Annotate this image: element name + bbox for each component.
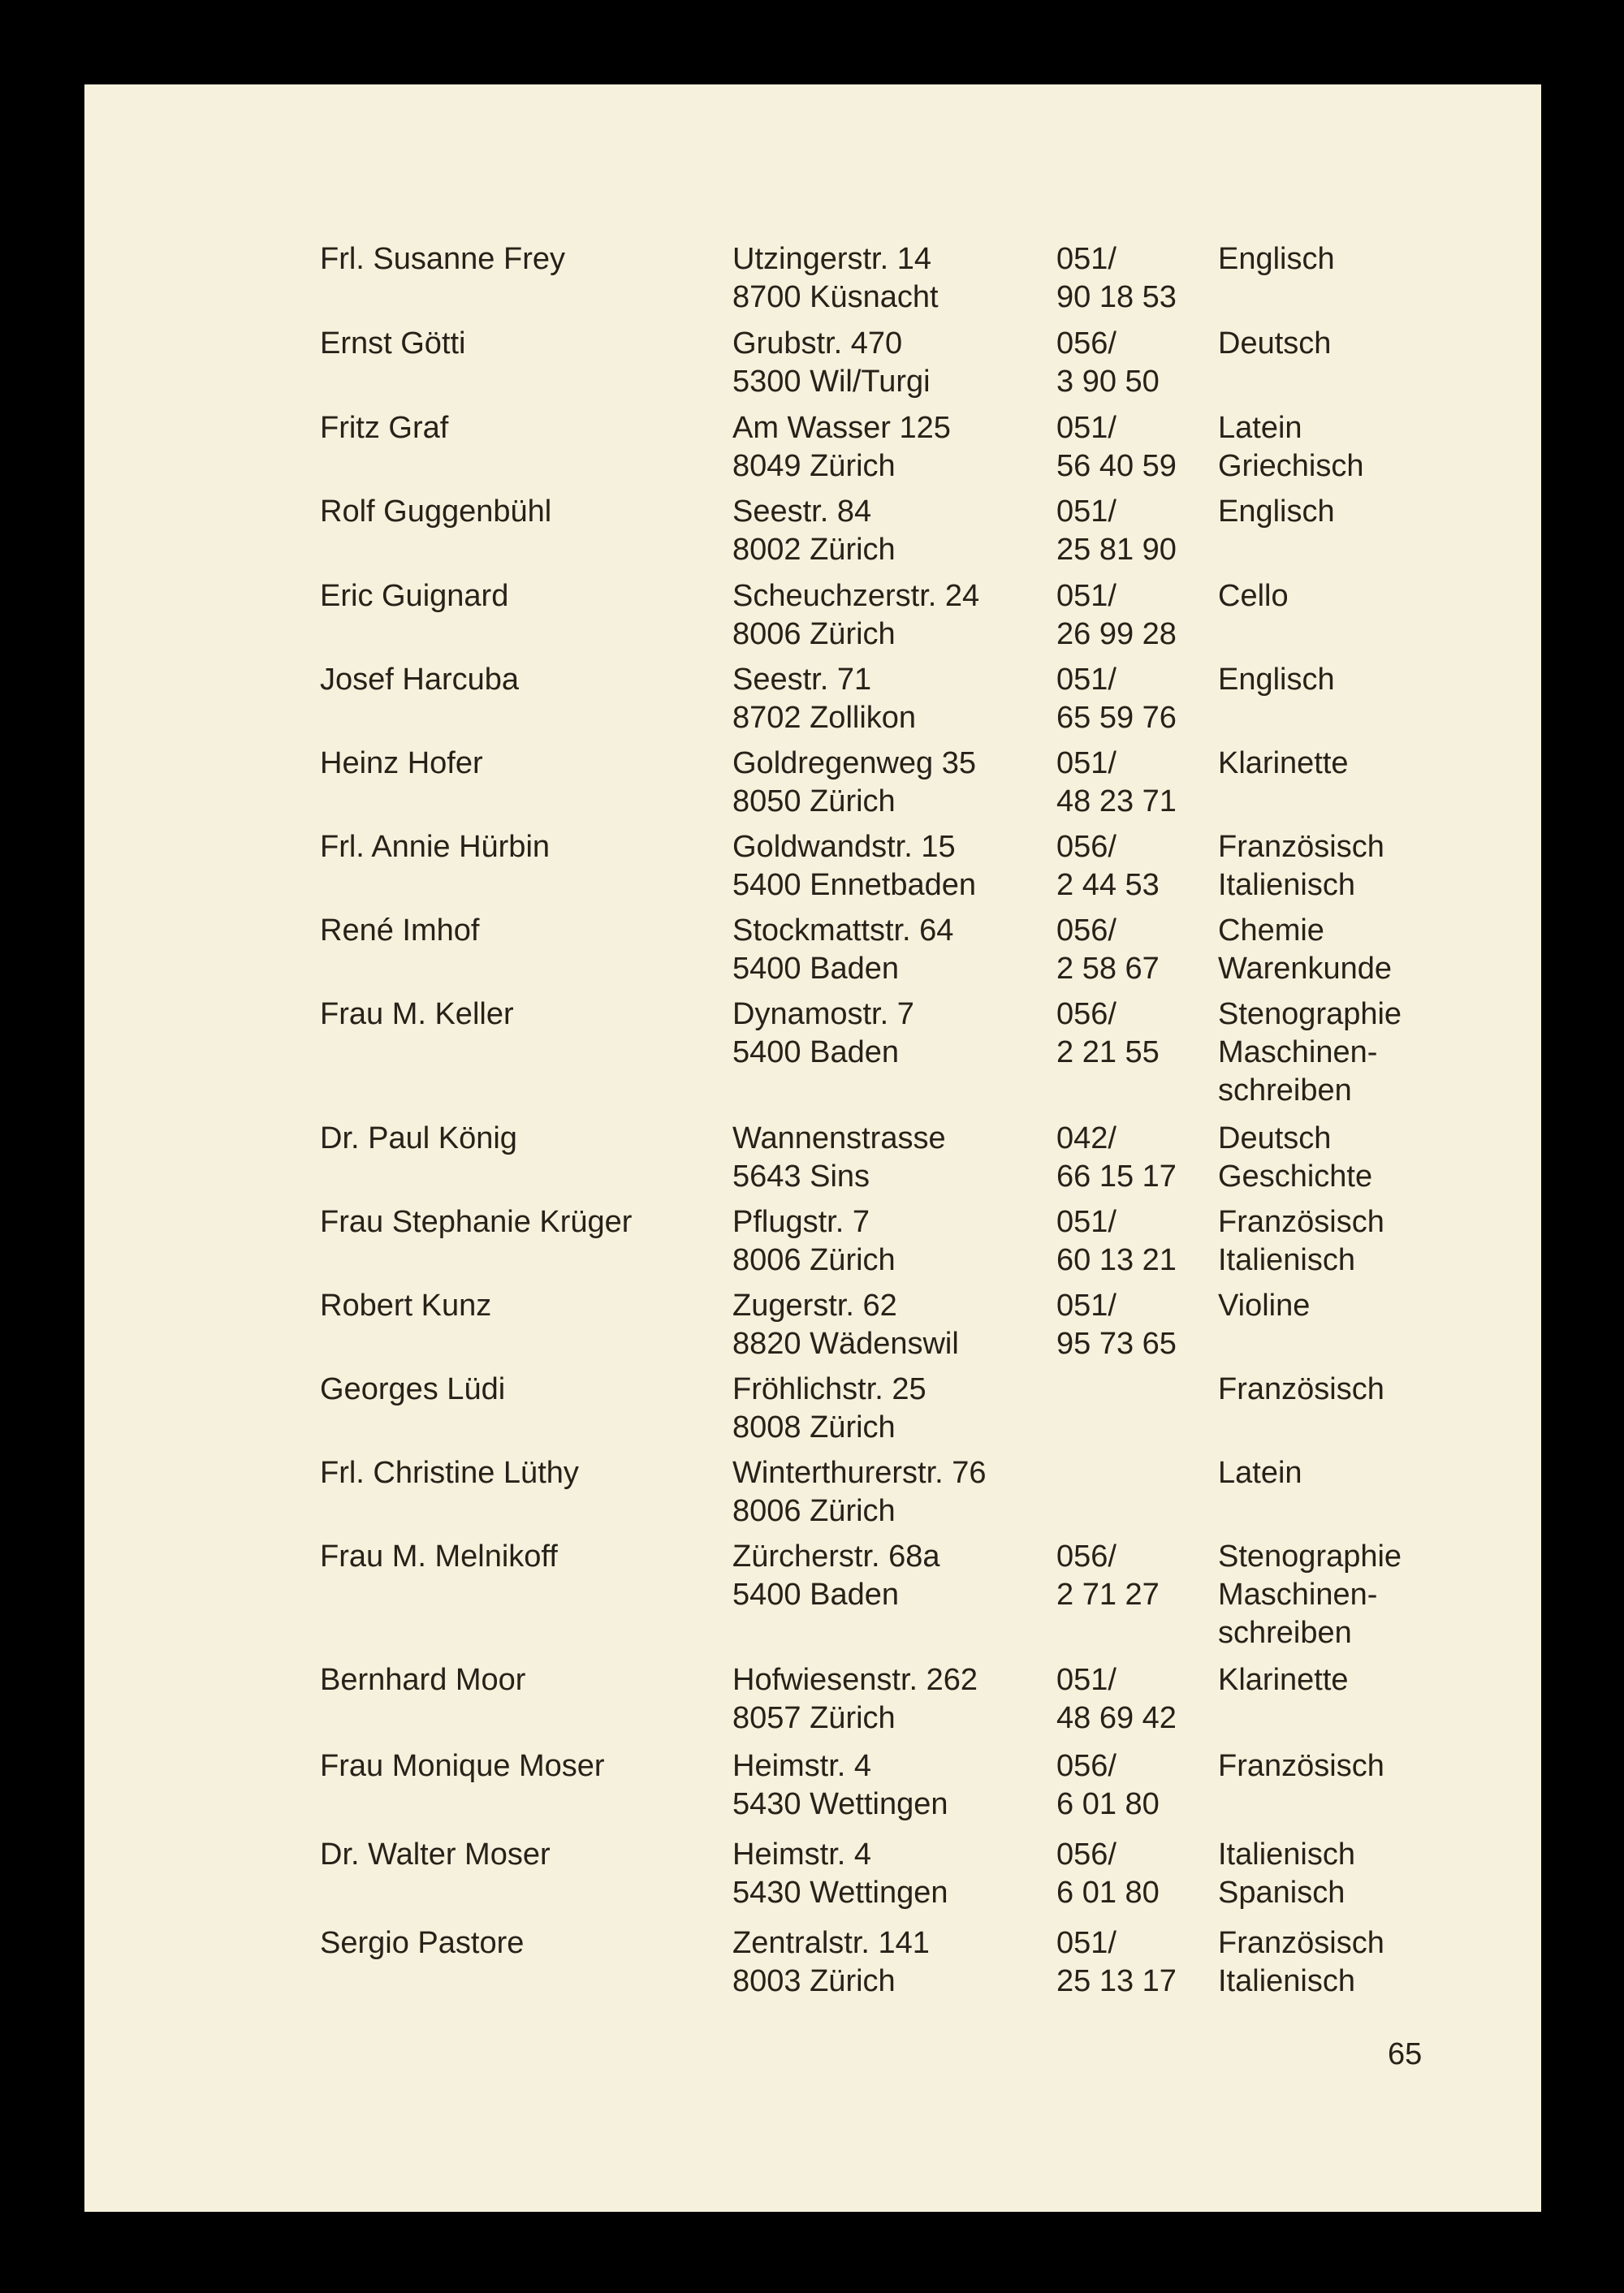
entry-subjects-line: Französisch [1218,1749,1384,1783]
entry-address-line: Dynamostr. 7 [732,997,914,1031]
entry-phone-line: 65 59 76 [1056,701,1177,735]
entry-address-line: 8057 Zürich [732,1701,896,1735]
entry-address [732,1454,987,1531]
entry-subjects-line: Klarinette [1218,1663,1349,1697]
entry-subjects [1218,1371,1384,1409]
entry-phone-line: 25 13 17 [1056,1964,1177,1998]
entry-phone [1056,325,1160,401]
entry-address-line: 8002 Zürich [732,533,896,567]
entry-phone-line: 66 15 17 [1056,1159,1177,1194]
entry-subjects [1218,912,1392,988]
entry-phone-line: 56 40 59 [1056,449,1177,483]
entry-address-line: 5643 Sins [732,1159,870,1194]
entry-phone [1056,240,1177,317]
entry-address-line: Stockmattstr. 64 [732,913,954,948]
entry-address-line: 5430 Wettingen [732,1876,948,1910]
entry-phone [1056,828,1160,905]
entry-address-line: 8050 Zürich [732,784,896,818]
entry-subjects [1218,1203,1384,1280]
entry-subjects [1218,1287,1310,1325]
entry-address [732,1203,896,1280]
entry-name: Frau M. Melnikoff [320,1539,558,1574]
entry-phone [1056,745,1177,821]
entry-address-line: 8700 Küsnacht [732,280,939,314]
entry-address-line: 8049 Zürich [732,449,896,483]
entry-phone-line: 056/ [1056,1749,1116,1783]
entry-subjects-line: Klarinette [1218,746,1349,780]
entry-address-line: Am Wasser 125 [732,411,951,445]
entry-subjects-line: Deutsch [1218,1121,1332,1155]
entry-phone-line: 3 90 50 [1056,365,1160,399]
entry-address [732,1924,930,2001]
entry-phone [1056,577,1177,654]
entry-address-line: Seestr. 71 [732,663,872,697]
entry-name: Frl. Annie Hürbin [320,830,551,864]
entry-subjects [1218,325,1331,363]
entry-name: Frl. Susanne Frey [320,242,565,276]
entry-phone-line: 042/ [1056,1121,1116,1155]
entry-subjects [1218,1538,1402,1652]
entry-phone-line: 2 71 27 [1056,1578,1160,1612]
entry-phone [1056,1203,1177,1280]
entry-name: Eric Guignard [320,579,509,613]
entry-name: Frl. Christine Lüthy [320,1456,579,1490]
entry-subjects [1218,1454,1302,1492]
entry-subjects [1218,240,1335,279]
document-page [84,84,1541,2212]
entry-phone-line: 051/ [1056,494,1116,529]
entry-address-line: Scheuchzerstr. 24 [732,579,980,613]
entry-name: Georges Lüdi [320,1372,506,1406]
entry-phone-line: 90 18 53 [1056,280,1177,314]
entry-address-line: Utzingerstr. 14 [732,242,931,276]
entry-name: Bernhard Moor [320,1663,526,1697]
entry-name: Frau M. Keller [320,997,514,1031]
entry-phone-line: 056/ [1056,326,1116,361]
entry-phone-line: 056/ [1056,913,1116,948]
entry-phone-line: 95 73 65 [1056,1327,1177,1361]
entry-subjects-line: Chemie [1218,913,1324,948]
entry-address [732,1538,940,1614]
entry-name: Ernst Götti [320,326,466,361]
entry-address [732,240,939,317]
page-number: 65 [1388,2037,1423,2071]
entry-phone-line: 2 44 53 [1056,868,1160,902]
entry-subjects-line: Maschinen- [1218,1035,1378,1069]
entry-address-line: Zürcherstr. 68a [732,1539,940,1574]
entry-phone-line: 26 99 28 [1056,617,1177,651]
entry-address-line: Fröhlichstr. 25 [732,1372,926,1406]
entry-subjects-line: Latein [1218,411,1302,445]
entry-subjects-line: Geschichte [1218,1159,1373,1194]
entry-phone-line: 2 58 67 [1056,952,1160,986]
entry-phone-line: 2 21 55 [1056,1035,1160,1069]
entry-subjects-line: Französisch [1218,1926,1384,1960]
entry-name: Frau Monique Moser [320,1749,605,1783]
entry-subjects [1218,409,1364,486]
entry-subjects-line: Französisch [1218,1205,1384,1239]
entry-subjects-line: Maschinen- [1218,1578,1378,1612]
entry-phone-line: 25 81 90 [1056,533,1177,567]
entry-address-line: 5400 Baden [732,1035,899,1069]
entry-name: Dr. Paul König [320,1121,517,1155]
entry-address [732,409,951,486]
entry-phone [1056,409,1177,486]
entry-subjects-line: Italienisch [1218,1964,1355,1998]
entry-subjects [1218,1836,1355,1912]
entry-name: René Imhof [320,913,480,948]
entry-address [732,1287,959,1363]
entry-phone-line: 051/ [1056,1289,1116,1323]
entry-phone-line: 056/ [1056,830,1116,864]
entry-phone-line: 6 01 80 [1056,1787,1160,1821]
entry-subjects [1218,1924,1384,2001]
entry-name: Fritz Graf [320,411,449,445]
entry-address [732,577,979,654]
entry-address [732,1661,978,1738]
entry-name: Frau Stephanie Krüger [320,1205,633,1239]
entry-address-line: Winterthurerstr. 76 [732,1456,987,1490]
entry-address-line: Pflugstr. 7 [732,1205,870,1239]
entry-phone-line: 60 13 21 [1056,1243,1177,1277]
entry-phone-line: 051/ [1056,579,1116,613]
entry-phone [1056,995,1160,1072]
entry-subjects-line: Englisch [1218,494,1335,529]
entry-phone-line: 056/ [1056,997,1116,1031]
entry-address-line: 8820 Wädenswil [732,1327,959,1361]
entry-subjects-line: Englisch [1218,242,1335,276]
entry-address [732,1371,926,1447]
entry-subjects-line: Stenographie [1218,1539,1402,1574]
entry-subjects [1218,828,1384,905]
entry-phone [1056,1747,1160,1824]
entry-subjects [1218,745,1349,783]
entry-address-line: Heimstr. 4 [732,1837,872,1872]
entry-phone [1056,1120,1177,1196]
entry-address [732,745,976,821]
entry-subjects-line: Italienisch [1218,1837,1355,1872]
entry-address-line: 8006 Zürich [732,617,896,651]
entry-address-line: Hofwiesenstr. 262 [732,1663,978,1697]
entry-phone-line: 051/ [1056,1926,1116,1960]
entry-subjects [1218,1120,1372,1196]
entry-address [732,661,916,737]
entry-subjects-line: Cello [1218,579,1289,613]
entry-subjects-line: schreiben [1218,1073,1352,1108]
entry-name: Rolf Guggenbühl [320,494,552,529]
entry-address-line: Heimstr. 4 [732,1749,872,1783]
entry-address [732,1120,946,1196]
entry-subjects-line: Griechisch [1218,449,1364,483]
entry-address-line: Seestr. 84 [732,494,872,529]
entry-phone [1056,912,1160,988]
entry-address-line: Goldwandstr. 15 [732,830,956,864]
entry-subjects [1218,1661,1349,1699]
entry-address-line: 8006 Zürich [732,1243,896,1277]
entry-phone-line: 48 69 42 [1056,1701,1177,1735]
entry-phone [1056,1287,1177,1363]
entry-phone-line: 051/ [1056,663,1116,697]
entry-subjects-line: Englisch [1218,663,1335,697]
entry-phone-line: 051/ [1056,411,1116,445]
entry-address-line: 5400 Baden [732,952,899,986]
entry-subjects-line: Spanisch [1218,1876,1345,1910]
entry-address-line: 5400 Baden [732,1578,899,1612]
entry-subjects [1218,577,1289,615]
entry-phone-line: 051/ [1056,746,1116,780]
entry-phone [1056,1538,1160,1614]
entry-address-line: 8702 Zollikon [732,701,917,735]
entry-address [732,493,896,569]
entry-address [732,1836,948,1912]
entry-phone-line: 051/ [1056,242,1116,276]
entry-address-line: 5400 Ennetbaden [732,868,977,902]
entry-subjects-line: Violine [1218,1289,1311,1323]
entry-subjects-line: schreiben [1218,1616,1352,1650]
entry-phone-line: 48 23 71 [1056,784,1177,818]
entry-address-line: 8006 Zürich [732,1494,896,1528]
entry-address-line: 5300 Wil/Turgi [732,365,931,399]
entry-address-line: Goldregenweg 35 [732,746,976,780]
entry-address [732,1747,948,1824]
entry-address-line: 5430 Wettingen [732,1787,948,1821]
entry-subjects-line: Französisch [1218,1372,1384,1406]
entry-subjects [1218,661,1335,699]
entry-subjects [1218,493,1335,531]
entry-address [732,325,931,401]
entry-subjects-line: Französisch [1218,830,1384,864]
entry-address-line: 8003 Zürich [732,1964,896,1998]
entry-subjects-line: Italienisch [1218,868,1355,902]
entry-phone-line: 056/ [1056,1539,1116,1574]
entry-phone-line: 056/ [1056,1837,1116,1872]
entry-name: Dr. Walter Moser [320,1837,551,1872]
entry-phone [1056,1661,1177,1738]
entry-address-line: Zentralstr. 141 [732,1926,930,1960]
entry-name: Josef Harcuba [320,663,520,697]
entry-phone-line: 051/ [1056,1205,1116,1239]
entry-name: Sergio Pastore [320,1926,525,1960]
entry-subjects-line: Latein [1218,1456,1302,1490]
entry-phone [1056,661,1177,737]
entry-address [732,912,953,988]
entry-phone-line: 051/ [1056,1663,1116,1697]
entry-subjects-line: Deutsch [1218,326,1332,361]
entry-phone [1056,1836,1160,1912]
entry-name: Robert Kunz [320,1289,492,1323]
entry-address-line: Grubstr. 470 [732,326,903,361]
entry-address [732,828,976,905]
entry-subjects-line: Stenographie [1218,997,1402,1031]
entry-address-line: 8008 Zürich [732,1410,896,1444]
entry-phone-line: 6 01 80 [1056,1876,1160,1910]
entry-name: Heinz Hofer [320,746,483,780]
entry-phone [1056,493,1177,569]
entry-subjects [1218,995,1402,1110]
entry-subjects [1218,1747,1384,1786]
entry-address [732,995,914,1072]
entry-phone [1056,1924,1177,2001]
entry-subjects-line: Warenkunde [1218,952,1393,986]
entry-address-line: Zugerstr. 62 [732,1289,897,1323]
entry-address-line: Wannenstrasse [732,1121,946,1155]
entry-subjects-line: Italienisch [1218,1243,1355,1277]
